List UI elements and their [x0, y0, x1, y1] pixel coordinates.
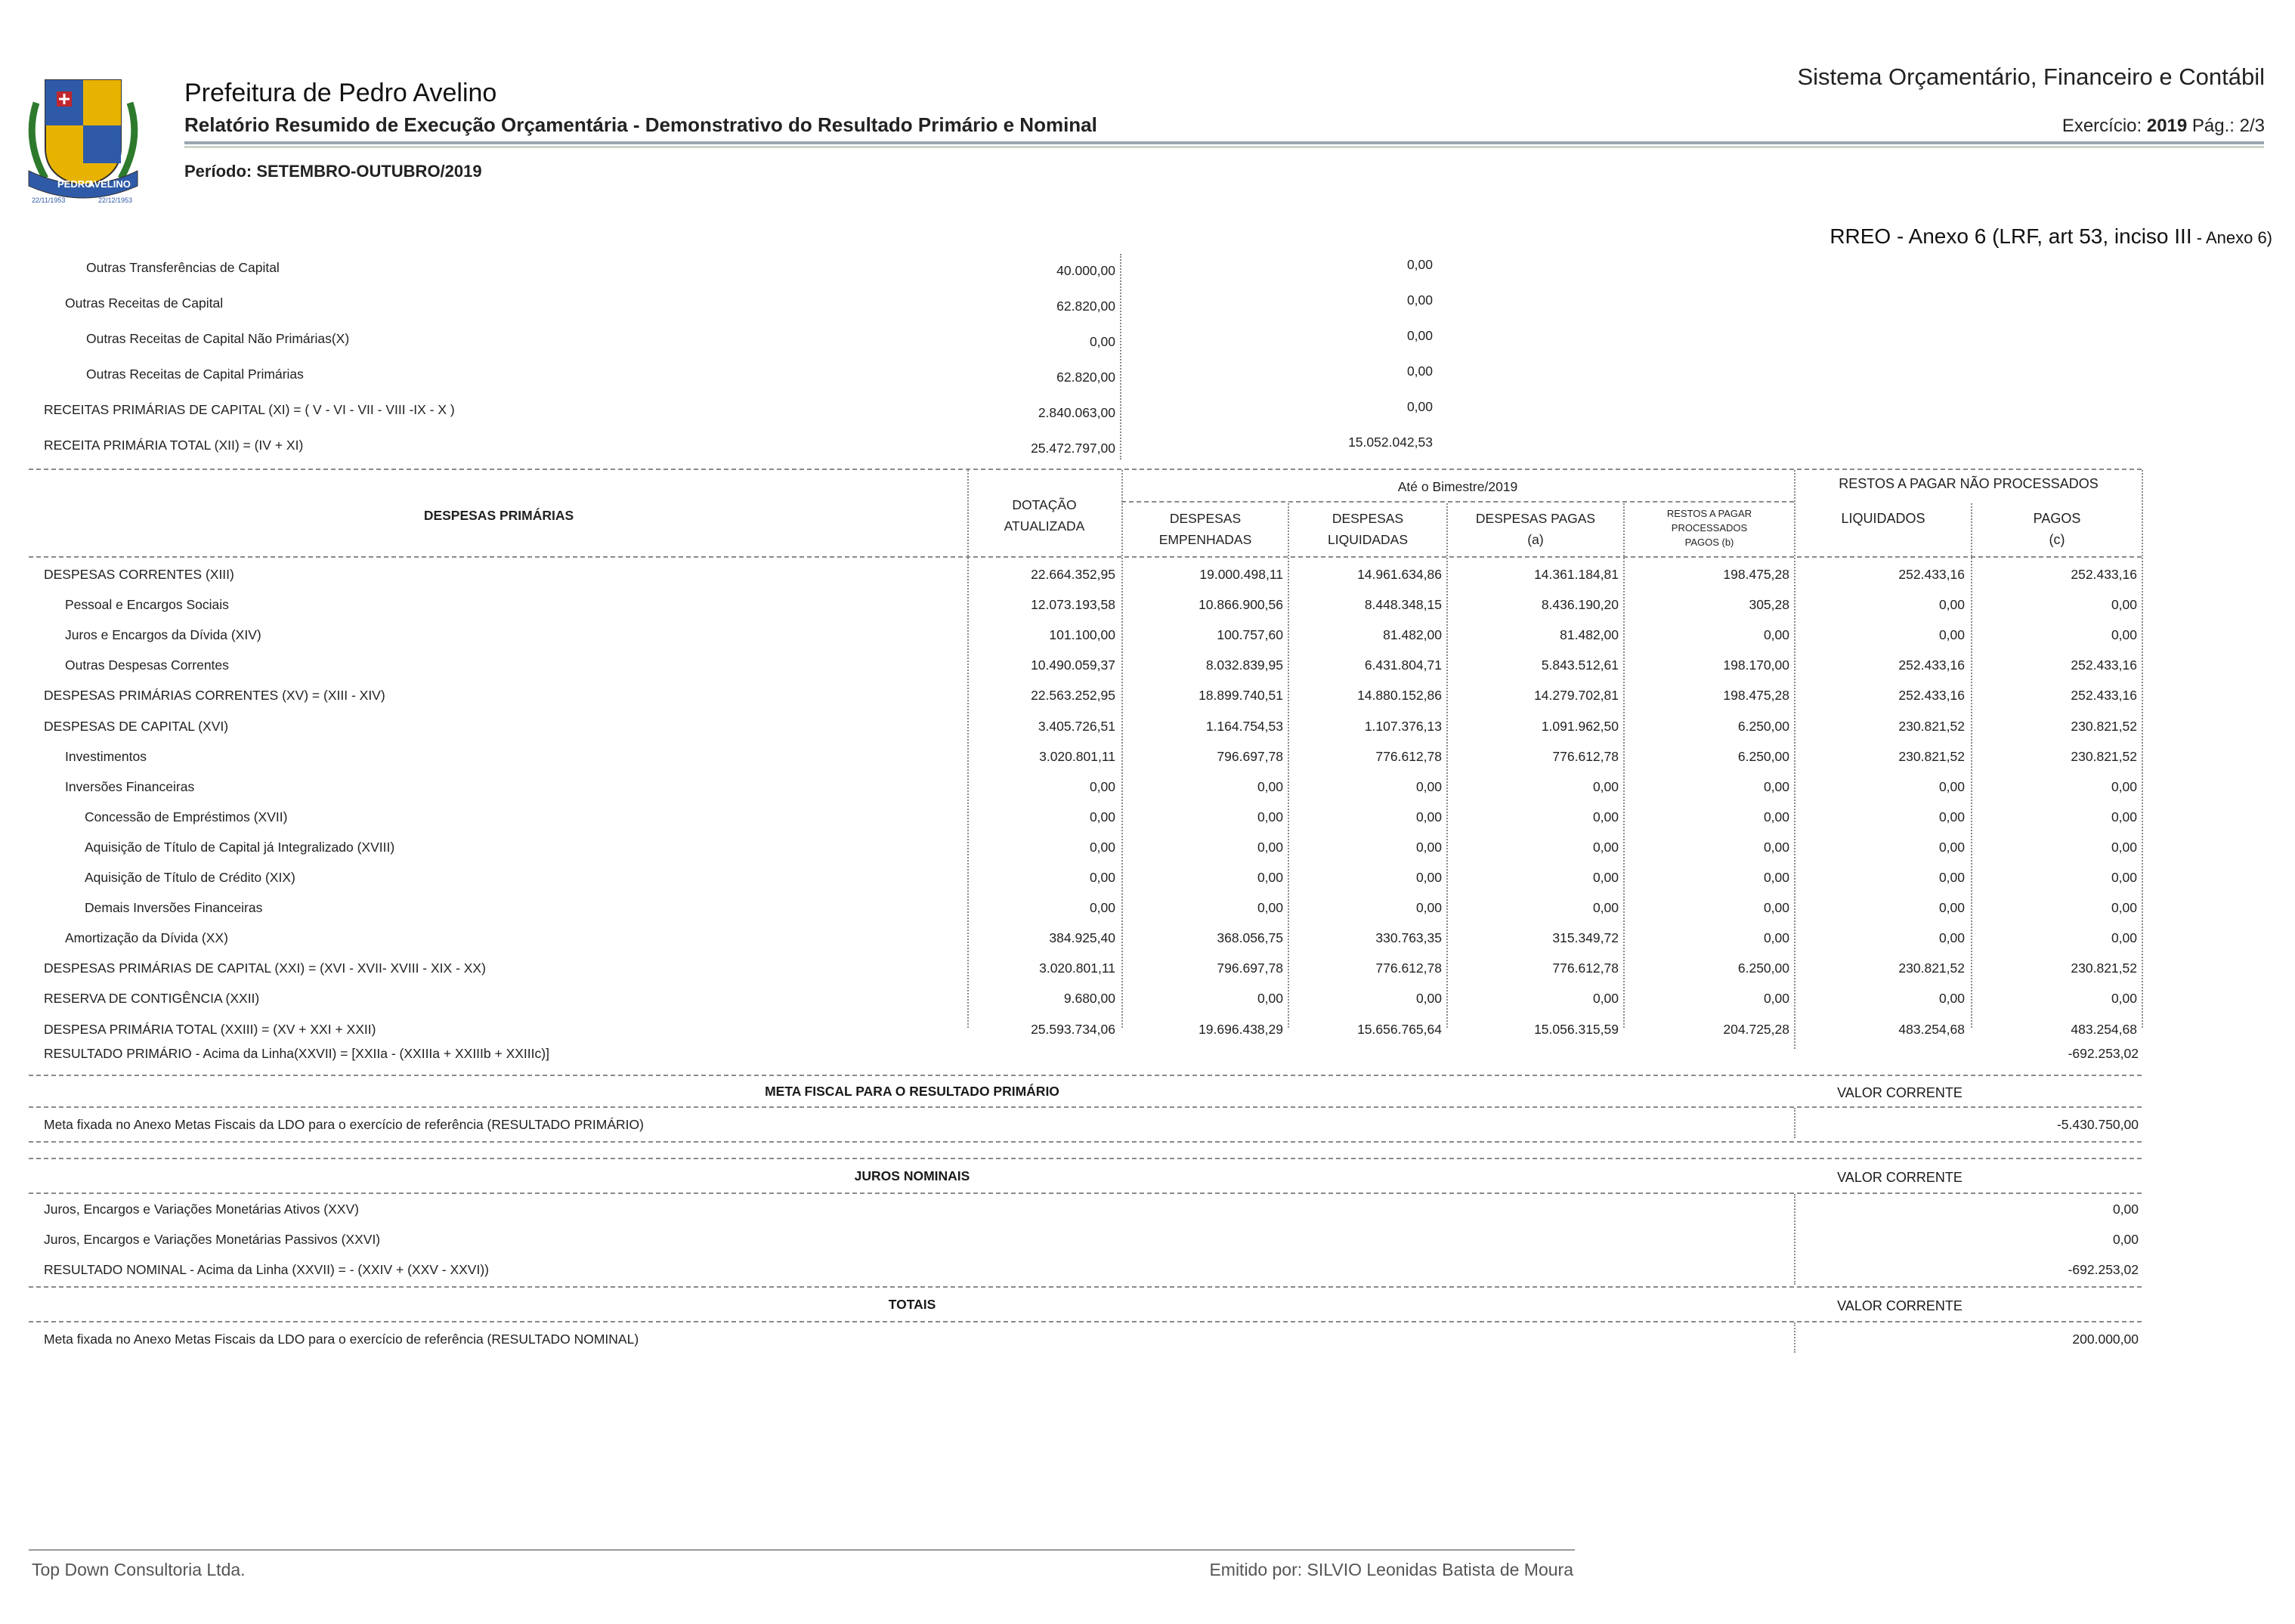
ate-bimestre-header: Até o Bimestre/2019	[1397, 479, 1518, 494]
expense-cell: 0,00	[1938, 809, 1965, 824]
bimestre-rule	[1121, 501, 1794, 503]
expense-cell: 14.361.184,81	[1534, 567, 1619, 582]
revenue-row-value2: 0,00	[1406, 257, 1433, 272]
table-header-bottom-rule	[29, 556, 2142, 558]
revenue-row-value1: 0,00	[1089, 334, 1115, 349]
annex-main: RREO - Anexo 6 (LRF, art 53, inciso III	[1830, 224, 2192, 248]
expense-cell: 0,00	[1938, 778, 1965, 794]
meta-primario-label: Meta fixada no Anexo Metas Fiscais da LDO para o exercício de referência (RESULTADO PRIMÁRIO)	[44, 1117, 644, 1132]
expense-cell: 22.664.352,95	[1031, 567, 1115, 582]
expense-cell: 0,00	[2111, 870, 2137, 885]
expense-cell: 0,00	[1089, 870, 1115, 885]
dotacao-header	[969, 494, 1120, 537]
revenue-row-label: Outras Transferências de Capital	[86, 260, 280, 275]
body-divider	[967, 558, 969, 1028]
period-label: Período: SETEMBRO-OUTUBRO/2019	[184, 162, 482, 181]
expense-cell: 15.656.765,64	[1357, 1021, 1442, 1037]
expense-cell: 0,00	[1089, 778, 1115, 794]
totais-col: VALOR CORRENTE	[1837, 1298, 1963, 1313]
expense-cell: 1.107.376,13	[1364, 718, 1442, 734]
empenhadas-line2: EMPENHADAS	[1158, 532, 1252, 547]
table-top-rule	[29, 469, 2142, 470]
expense-cell: 0,00	[1938, 930, 1965, 946]
pagas-line2: (a)	[1527, 532, 1544, 547]
expense-cell: 0,00	[1089, 900, 1115, 916]
annex-label	[1830, 224, 2272, 249]
expense-cell: 483.254,68	[2071, 1021, 2137, 1037]
logo-date-left: 22/11/1953	[32, 196, 66, 204]
logo-banner-right: AVELINO	[88, 178, 131, 190]
meta-primario-col: VALOR CORRENTE	[1837, 1085, 1963, 1100]
expense-cell: 8.436.190,20	[1541, 597, 1619, 613]
expense-cell: 6.431.804,71	[1364, 657, 1442, 673]
expense-cell: 0,00	[1592, 839, 1619, 855]
expense-cell: 776.612,78	[1375, 748, 1442, 764]
resultado-nominal-label: RESULTADO NOMINAL - Acima da Linha (XXVII) = - (XXIV + (XXV - XXVI))	[44, 1262, 490, 1277]
expense-cell: 230.821,52	[2071, 748, 2137, 764]
expense-cell: 0,00	[2111, 809, 2137, 824]
resultado-nominal-value: -692.253,02	[2068, 1262, 2139, 1277]
dotacao-line2: ATUALIZADA	[1004, 518, 1085, 534]
expense-cell: 6.250,00	[1737, 748, 1789, 764]
expense-cell: 0,00	[2111, 627, 2137, 643]
expense-cell: 252.433,16	[1898, 688, 1965, 704]
totais-title: TOTAIS	[888, 1297, 936, 1312]
body-divider	[1623, 558, 1625, 1028]
expense-cell: 0,00	[1592, 991, 1619, 1007]
expense-cell: 0,00	[1763, 900, 1789, 916]
rp-processados-header	[1625, 506, 1794, 549]
expense-cell: 0,00	[1257, 839, 1283, 855]
section-rule	[29, 1321, 2142, 1322]
system-name: Sistema Orçamentário, Financeiro e Contábil	[1797, 63, 2265, 90]
expense-cell: 0,00	[1763, 930, 1789, 946]
expense-cell: 252.433,16	[1898, 567, 1965, 582]
expense-cell: 776.612,78	[1552, 748, 1619, 764]
juros-row-label: Juros, Encargos e Variações Monetárias Ativos (XXV)	[44, 1202, 359, 1217]
expense-row-label: DESPESAS PRIMÁRIAS DE CAPITAL (XXI) = (XVI - XVII- XVIII - XIX - XX)	[44, 960, 486, 976]
rp-proc-line1: RESTOS A PAGAR	[1666, 508, 1752, 519]
expense-cell: 0,00	[2111, 900, 2137, 916]
revenue-row-value2: 0,00	[1406, 363, 1433, 379]
page-label: Pág.: 2/3	[2191, 116, 2265, 136]
exercise-label: Exercício:	[2061, 116, 2142, 136]
expense-title: DESPESAS PRIMÁRIAS	[423, 508, 574, 523]
footer-issued-by: Emitido por: SILVIO Leonidas Batista de Moura	[1209, 1560, 1573, 1579]
expense-cell: 10.490.059,37	[1031, 657, 1115, 673]
expense-cell: 368.056,75	[1217, 930, 1283, 946]
expense-cell: 0,00	[1415, 839, 1442, 855]
expense-cell: 0,00	[2111, 597, 2137, 613]
expense-row-label: Outras Despesas Correntes	[65, 657, 229, 673]
expense-cell: 0,00	[1415, 900, 1442, 916]
rp-proc-line2: PROCESSADOS	[1671, 522, 1748, 534]
expense-cell: 0,00	[1592, 870, 1619, 885]
expense-cell: 0,00	[1938, 870, 1965, 885]
expense-cell: 0,00	[1763, 839, 1789, 855]
revenue-row-value1: 62.820,00	[1056, 299, 1115, 314]
expense-cell: 14.279.702,81	[1534, 688, 1619, 704]
expense-cell: 0,00	[1592, 809, 1619, 824]
expense-cell: 0,00	[1257, 991, 1283, 1007]
expense-row-label: DESPESA PRIMÁRIA TOTAL (XXIII) = (XV + XXI + XXII)	[44, 1021, 376, 1037]
expense-cell: 204.725,28	[1723, 1021, 1789, 1037]
expense-cell: 0,00	[1763, 627, 1789, 643]
expense-cell: 3.020.801,11	[1039, 960, 1115, 976]
totais-label: Meta fixada no Anexo Metas Fiscais da LDO para o exercício de referência (RESULTADO NOMINAL)	[44, 1332, 639, 1347]
section-rule	[29, 1192, 2142, 1194]
expense-cell: 101.100,00	[1049, 627, 1115, 643]
header-rule	[184, 141, 2264, 148]
expense-cell: 81.482,00	[1383, 627, 1442, 643]
report-title: Relatório Resumido de Execução Orçamentária - Demonstrativo do Resultado Primário e Nominal	[184, 113, 1097, 136]
expense-row-label: Inversões Financeiras	[65, 778, 195, 794]
expense-cell: 0,00	[1938, 627, 1965, 643]
expense-cell: 22.563.252,95	[1031, 688, 1115, 704]
pagas-line1: DESPESAS PAGAS	[1475, 511, 1596, 526]
resultado-primario-label: RESULTADO PRIMÁRIO - Acima da Linha(XXVII) = [XXIIa - (XXIIIa + XXIIIb + XXIIIc)]	[44, 1046, 549, 1061]
section-rule	[29, 1286, 2142, 1288]
body-divider	[1121, 558, 1123, 1028]
rp-pagos-line1: PAGOS	[2033, 511, 2081, 526]
pagas-header	[1448, 508, 1623, 550]
expense-cell: 0,00	[1763, 809, 1789, 824]
expense-cell: 6.250,00	[1737, 718, 1789, 734]
expense-cell: 0,00	[1257, 870, 1283, 885]
revenue-row-value1: 25.472.797,00	[1031, 441, 1115, 456]
exercise-year: 2019	[2146, 116, 2188, 136]
body-divider	[1794, 558, 1795, 1049]
expense-cell: 8.032.839,95	[1205, 657, 1283, 673]
expense-cell: 0,00	[1938, 900, 1965, 916]
expense-cell: 198.475,28	[1723, 567, 1789, 582]
expense-row-label: DESPESAS DE CAPITAL (XVI)	[44, 718, 229, 734]
expense-cell: 0,00	[1089, 839, 1115, 855]
expense-row-label: Aquisição de Título de Capital já Integralizado (XVIII)	[85, 839, 395, 855]
exercise-page-info	[2062, 116, 2265, 137]
expense-cell: 15.056.315,59	[1534, 1021, 1619, 1037]
revenue-row-label: RECEITAS PRIMÁRIAS DE CAPITAL (XI) = ( V - VI - VII - VIII -IX - X )	[44, 402, 455, 417]
revenue-row-label: Outras Receitas de Capital Não Primárias(X)	[86, 331, 350, 346]
revenue-row-value2: 0,00	[1406, 328, 1433, 343]
expense-cell: 796.697,78	[1217, 960, 1283, 976]
section-rule	[29, 1158, 2142, 1159]
expense-cell: 305,28	[1749, 597, 1789, 613]
expense-cell: 0,00	[1763, 870, 1789, 885]
revenue-row-value2: 0,00	[1406, 292, 1433, 308]
expense-row-label: DESPESAS CORRENTES (XIII)	[44, 567, 234, 582]
juros-nominais-title: JUROS NOMINAIS	[854, 1168, 970, 1183]
expense-cell: 315.349,72	[1552, 930, 1619, 946]
expense-cell: 796.697,78	[1217, 748, 1283, 764]
body-divider	[2142, 558, 2143, 1028]
liquidadas-line1: DESPESAS	[1332, 511, 1404, 526]
juros-nominais-col: VALOR CORRENTE	[1837, 1170, 1963, 1185]
expense-cell: 100.757,60	[1217, 627, 1283, 643]
rp-pagos-header	[1972, 508, 2142, 550]
totais-value: 200.000,00	[2072, 1332, 2139, 1347]
expense-cell: 0,00	[1415, 870, 1442, 885]
footer-rule	[29, 1549, 1575, 1551]
expense-cell: 230.821,52	[1898, 748, 1965, 764]
meta-primario-value: -5.430.750,00	[2056, 1117, 2139, 1132]
expense-cell: 0,00	[1592, 778, 1619, 794]
expense-row-label: Demais Inversões Financeiras	[85, 900, 263, 916]
expense-cell: 19.000.498,11	[1199, 567, 1283, 582]
expense-cell: 0,00	[1938, 597, 1965, 613]
rp-nao-processados-header: RESTOS A PAGAR NÃO PROCESSADOS	[1839, 476, 2099, 491]
juros-row-value: 0,00	[2112, 1202, 2139, 1217]
expense-cell: 252.433,16	[2071, 567, 2137, 582]
expense-cell: 14.880.152,86	[1357, 688, 1442, 704]
expense-cell: 0,00	[1089, 809, 1115, 824]
expense-cell: 1.164.754,53	[1205, 718, 1283, 734]
expense-cell: 0,00	[1763, 778, 1789, 794]
expense-cell: 230.821,52	[1898, 718, 1965, 734]
expense-row-label: Investimentos	[65, 748, 147, 764]
expense-cell: 0,00	[1592, 900, 1619, 916]
revenue-row-value2: 15.052.042,53	[1348, 435, 1433, 450]
revenue-divider	[1120, 254, 1121, 459]
expense-cell: 0,00	[2111, 991, 2137, 1007]
expense-cell: 18.899.740,51	[1199, 688, 1283, 704]
logo-date-right: 22/12/1953	[98, 196, 133, 204]
expense-cell: 19.696.438,29	[1199, 1021, 1283, 1037]
expense-row-label: Amortização da Dívida (XX)	[65, 930, 228, 946]
liquidadas-header	[1289, 508, 1446, 550]
expense-cell: 10.866.900,56	[1199, 597, 1283, 613]
logo-banner-left: PEDRO	[57, 178, 93, 190]
revenue-row-value1: 40.000,00	[1056, 263, 1115, 278]
empenhadas-header	[1123, 508, 1288, 550]
resultado-primario-value: -692.253,02	[2068, 1046, 2139, 1061]
expense-cell: 0,00	[2111, 778, 2137, 794]
liquidadas-line2: LIQUIDADAS	[1328, 532, 1408, 547]
expense-cell: 0,00	[1257, 778, 1283, 794]
juros-row-label: Juros, Encargos e Variações Monetárias Passivos (XXVI)	[44, 1232, 381, 1247]
rp-proc-line3: PAGOS (b)	[1684, 537, 1734, 548]
expense-cell: 25.593.734,06	[1031, 1021, 1115, 1037]
juros-row-value: 0,00	[2112, 1232, 2139, 1247]
rp-liquidados-header: LIQUIDADOS	[1841, 511, 1925, 526]
expense-cell: 483.254,68	[1898, 1021, 1965, 1037]
expense-cell: 0,00	[1415, 778, 1442, 794]
revenue-row-value2: 0,00	[1406, 399, 1433, 414]
expense-cell: 5.843.512,61	[1541, 657, 1619, 673]
expense-cell: 1.091.962,50	[1541, 718, 1619, 734]
expense-cell: 384.925,40	[1049, 930, 1115, 946]
expense-cell: 230.821,52	[2071, 960, 2137, 976]
coat-of-arms-logo	[23, 73, 144, 209]
expense-row-label: Concessão de Empréstimos (XVII)	[85, 809, 288, 824]
org-name: Prefeitura de Pedro Avelino	[184, 79, 497, 107]
section-divider	[1794, 1322, 1795, 1353]
expense-cell: 0,00	[1763, 991, 1789, 1007]
section-divider	[1794, 1108, 1795, 1138]
expense-cell: 0,00	[1257, 900, 1283, 916]
expense-cell: 776.612,78	[1375, 960, 1442, 976]
dotacao-line1: DOTAÇÃO	[1012, 497, 1077, 512]
expense-cell: 0,00	[1938, 839, 1965, 855]
expense-row-label: DESPESAS PRIMÁRIAS CORRENTES (XV) = (XIII - XIV)	[44, 688, 385, 704]
expense-cell: 330.763,35	[1375, 930, 1442, 946]
expense-cell: 252.433,16	[1898, 657, 1965, 673]
empenhadas-line1: DESPESAS	[1169, 511, 1242, 526]
revenue-row-label: Outras Receitas de Capital Primárias	[86, 367, 304, 382]
expense-row-label: RESERVA DE CONTIGÊNCIA (XXII)	[44, 991, 260, 1007]
rp-pagos-line2: (c)	[2049, 532, 2065, 547]
section-divider	[1794, 1194, 1795, 1285]
expense-cell: 8.448.348,15	[1364, 597, 1442, 613]
expense-cell: 12.073.193,58	[1031, 597, 1115, 613]
expense-cell: 81.482,00	[1560, 627, 1619, 643]
meta-primario-title: META FISCAL PARA O RESULTADO PRIMÁRIO	[765, 1084, 1059, 1099]
body-divider	[1288, 558, 1289, 1028]
expense-cell: 0,00	[2111, 839, 2137, 855]
revenue-row-label: RECEITA PRIMÁRIA TOTAL (XII) = (IV + XI)	[44, 438, 304, 453]
expense-row-label: Juros e Encargos da Dívida (XIV)	[65, 627, 261, 643]
expense-cell: 252.433,16	[2071, 657, 2137, 673]
expense-cell: 0,00	[1938, 991, 1965, 1007]
body-divider	[1971, 558, 1972, 1028]
expense-cell: 252.433,16	[2071, 688, 2137, 704]
revenue-row-label: Outras Receitas de Capital	[65, 295, 224, 311]
revenue-row-value1: 2.840.063,00	[1038, 405, 1115, 420]
footer-company: Top Down Consultoria Ltda.	[32, 1560, 246, 1579]
expense-row-label: Pessoal e Encargos Sociais	[65, 597, 229, 613]
expense-cell: 0,00	[1415, 809, 1442, 824]
expense-cell: 198.170,00	[1723, 657, 1789, 673]
expense-cell: 0,00	[1415, 991, 1442, 1007]
section-rule	[29, 1075, 2142, 1076]
expense-row-label: Aquisição de Título de Crédito (XIX)	[85, 870, 295, 885]
expense-cell: 230.821,52	[2071, 718, 2137, 734]
expense-cell: 198.475,28	[1723, 688, 1789, 704]
expense-cell: 776.612,78	[1552, 960, 1619, 976]
expense-cell: 3.405.726,51	[1038, 718, 1115, 734]
expense-cell: 3.020.801,11	[1039, 748, 1115, 764]
expense-cell: 0,00	[2111, 930, 2137, 946]
expense-cell: 14.961.634,86	[1357, 567, 1442, 582]
annex-small: - Anexo 6)	[2191, 228, 2272, 247]
expense-cell: 0,00	[1257, 809, 1283, 824]
section-rule	[29, 1141, 2142, 1143]
expense-cell: 6.250,00	[1737, 960, 1789, 976]
expense-cell: 9.680,00	[1063, 991, 1115, 1007]
section-rule	[29, 1106, 2142, 1108]
revenue-row-value1: 62.820,00	[1056, 370, 1115, 385]
header-divider	[2142, 470, 2143, 556]
expense-cell: 230.821,52	[1898, 960, 1965, 976]
